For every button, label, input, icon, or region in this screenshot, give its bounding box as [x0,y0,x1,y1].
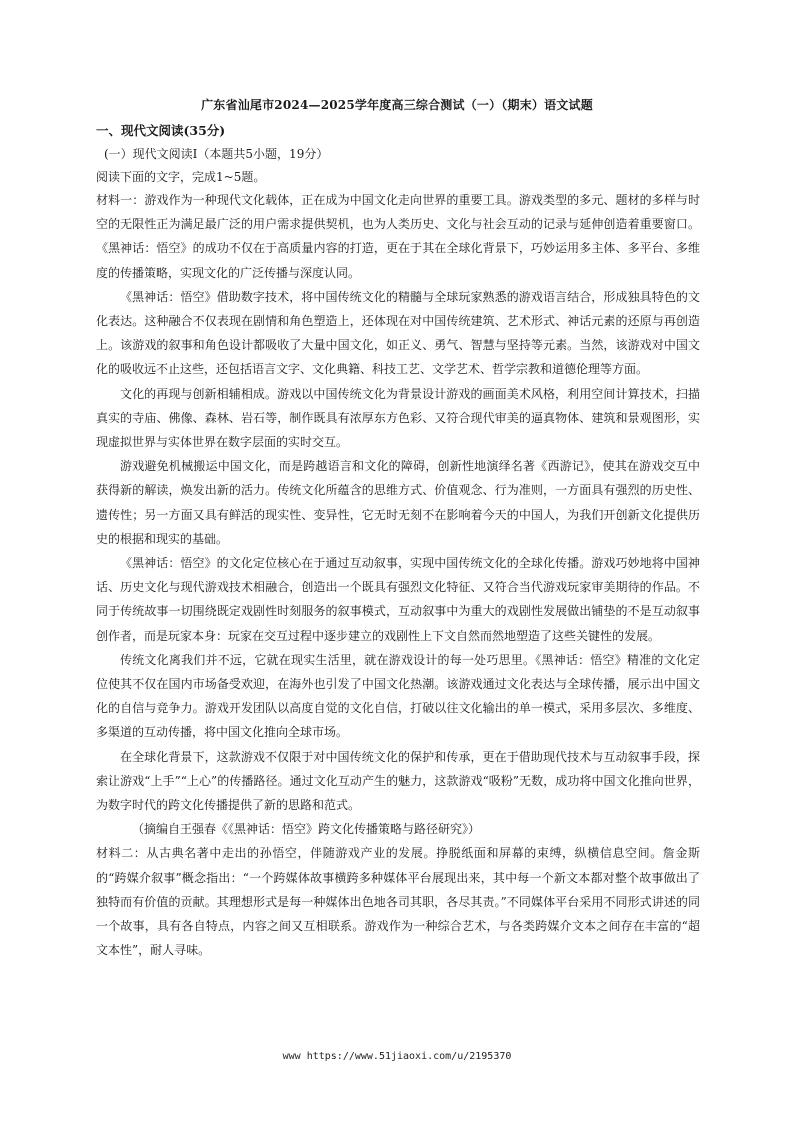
paragraph-material-one: 材料一：游戏作为一种现代文化载体，正在成为中国文化走向世界的重要工具。游戏类型的多元、题材的多样与时空的无限性正为满足最广泛的用户需求提供契机，也为人类历史、文化与社会互动的记录与延伸创造着重要窗口。《黑神话：悟空》的成功不仅在于高质量内容的打造，更在于其在全球化背景下，巧妙运用多主体、多平台、多维度的传播策略，实现文化的广泛传播与深度认同。 [96,193,700,280]
paragraph: 《黑神话：悟空》借助数字技术，将中国传统文化的精髓与全球玩家熟悉的游戏语言结合，形成独具特色的文化表达。这种融合不仅表现在剧情和角色塑造上，还体现在对中国传统建筑、艺术形式、神话元素的还原与再创造上。该游戏的叙事和角色设计都吸收了大量中国文化，如正义、勇气、智慧与坚持等元素。当然，该游戏对中国文化的吸收远不止这些，还包括语言文字、文化典籍、科技工艺、文学艺术、哲学宗教和道德伦理等方面。 [96,289,700,377]
section-heading: 一、现代文阅读(35分) [96,123,226,138]
paragraph: 《黑神话：悟空》的文化定位核心在于通过互动叙事，实现中国传统文化的全球化传播。游戏巧妙地将中国神话、历史文化与现代游戏技术相融合，创造出一个既具有强烈文化特征、又符合当代游戏玩家审美期待的作品。不同于传统故事一切围绕既定戏剧性时刻服务的叙事模式，互动叙事中为重大的戏剧性发展做出铺垫的不是互动叙事创作者，而是玩家本身：玩家在交互过程中逐步建立的戏剧性上下文自然而然地塑造了这些关键性的发展。 [96,556,700,643]
paragraph: 传统文化离我们并不远，它就在现实生活里，就在游戏设计的每一处巧思里。《黑神话：悟空》精准的文化定位使其不仅在国内市场备受欢迎，在海外也引发了中国文化热潮。该游戏通过文化表达与全球传播，展示出中国文化的自信与竞争力。游戏开发团队以高度自觉的文化自信，打破以往文化输出的单一模式，采用多层次、多维度、多渠道的互动传播，将中国文化推向全球市场。 [96,652,700,740]
source-citation: （摘编自王强春《《黑神话：悟空》跨文化传播策略与路径研究》） [132,822,481,837]
subsection-heading: (一）现代文阅读Ⅰ（本题共5小题，19分） [104,147,329,161]
reading-instruction: 阅读下面的文字，完成1~5题。 [96,170,266,184]
footer-url[interactable]: www https://www.51jiaoxi.com/u/2195370 [282,1051,512,1062]
passage-body [96,188,700,963]
exam-title: 广东省汕尾市2024—2025学年度高三综合测试（一）（期末）语文试题 [201,98,593,112]
paragraph: 文化的再现与创新相辅相成。游戏以中国传统文化为背景设计游戏的画面美术风格，利用空间计算技术，扫描真实的寺庙、佛像、森林、岩石等，制作既具有浓厚东方色彩、又符合现代审美的逼真物体、建筑和景观图形，实现虚拟世界与实体世界在数字层面的实时交互。 [96,386,700,450]
paragraph-material-two: 材料二：从古典名著中走出的孙悟空，伴随游戏产业的发展。挣脱纸面和屏幕的束缚，纵横信息空间。詹金斯的“跨媒介叙事”概念指出：“一个跨媒体故事横跨多种媒体平台展现出来，其中每一个新文本都对整个故事做出了独特而有价值的贡献。其理想形式是每一种媒体出色地各司其职，各尽其责。”不同媒体平台采用不同形式讲述的同一个故事，具有各自特点，内容之间又互相联系。游戏作为一种综合艺术，与各类跨媒介文本之间存在丰富的“超文本性”，耐人寻味。 [96,846,700,958]
paragraph: 在全球化背景下，这款游戏不仅限于对中国传统文化的保护和传承，更在于借助现代技术与互动叙事手段，探索让游戏“上手”“上心”的传播路径。通过文化互动产生的魅力，这款游戏“吸粉”无数，成功将中国文化推向世界，为数字时代的跨文化传播提供了新的思路和范式。 [96,749,700,813]
paragraph: 游戏避免机械搬运中国文化，而是跨越语言和文化的障碍，创新性地演绎名著《西游记》，使其在游戏交互中获得新的解读，焕发出新的活力。传统文化所蕴含的思维方式、价值观念、行为准则，一方面具有强烈的历史性、遗传性；另一方面又具有鲜活的现实性、变异性，它无时无刻不在影响着今天的中国人，为我们开创新文化提供历史的根据和现实的基础。 [96,459,700,546]
